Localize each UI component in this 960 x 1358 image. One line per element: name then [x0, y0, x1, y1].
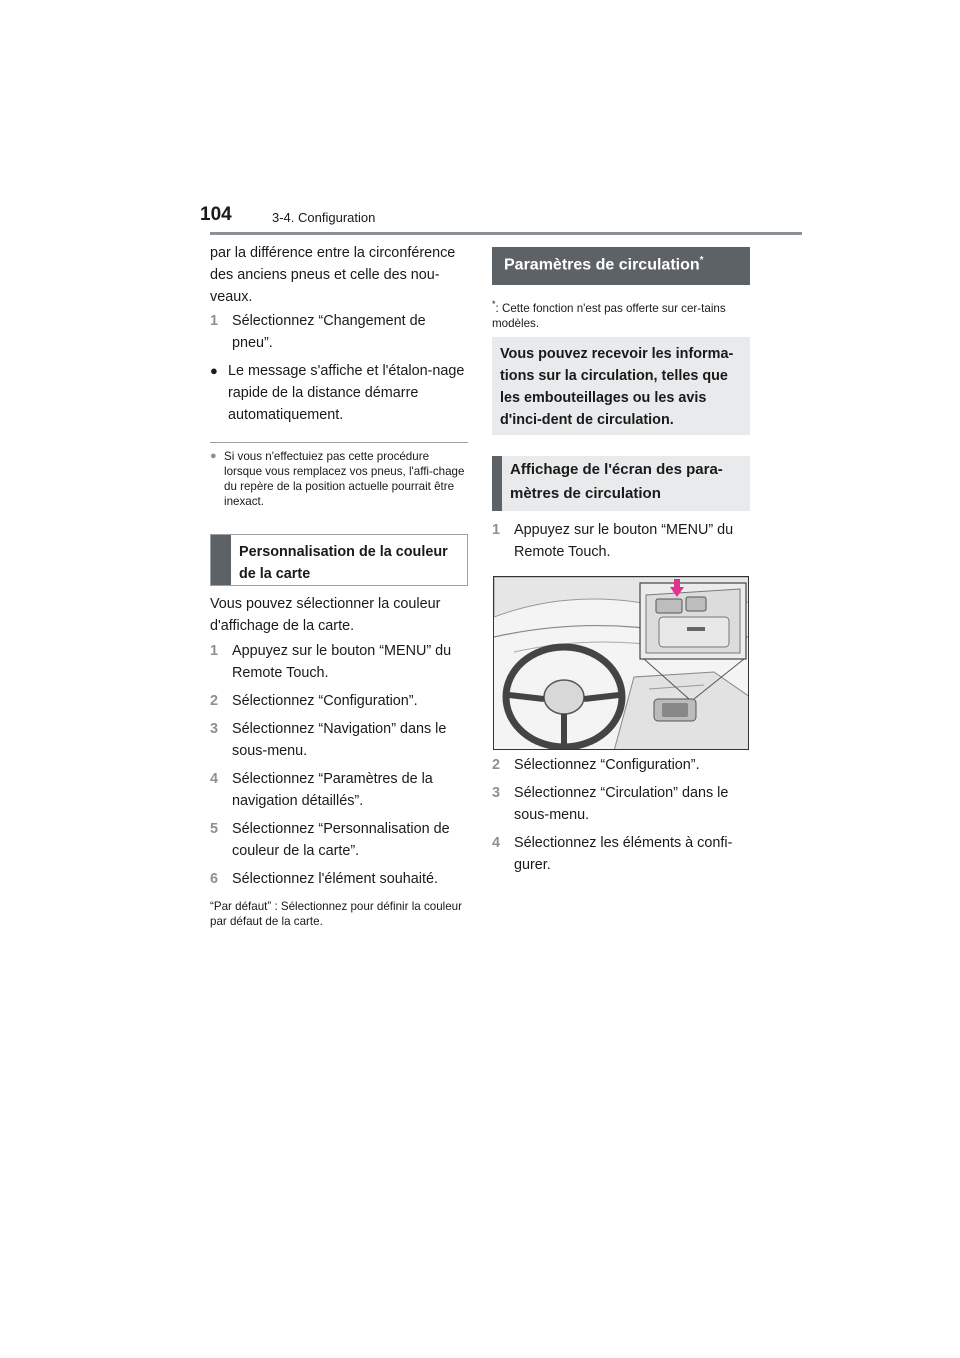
list-item: [210, 718, 468, 762]
heading-label: Personnalisation de la couleur de la carte: [239, 544, 448, 582]
note-block: [210, 449, 468, 509]
step-number: 3: [210, 721, 219, 737]
step-number: 5: [210, 821, 219, 837]
list-item: [492, 754, 750, 776]
list-item: [210, 768, 468, 812]
default-note: “Par défaut” : Sélectionnez pour définir la couleur par défaut de la carte.: [210, 900, 462, 928]
list-item: [210, 690, 468, 712]
step-text: Sélectionnez “Paramètres de la navigation détaillés”.: [232, 771, 433, 809]
car-interior-illustration: [493, 576, 749, 750]
step-text: Sélectionnez l'élément souhaité.: [232, 871, 438, 887]
step-number: 3: [492, 785, 501, 801]
step-text: Appuyez sur le bouton “MENU” du Remote Touch.: [514, 522, 734, 560]
step-number: 4: [492, 835, 501, 851]
couleur-step-list: [210, 640, 468, 896]
footnote: [492, 297, 750, 331]
section-heading-couleur: [210, 534, 468, 586]
step-number: 1: [210, 643, 219, 659]
step-text: Sélectionnez “Changement de pneu”.: [232, 313, 426, 351]
calibration-bullet: [210, 360, 468, 426]
list-item: [492, 782, 750, 826]
note-divider: [210, 442, 468, 443]
bullet-text: Le message s'affiche et l'étalon-nage rapide de la distance démarre automatiquement.: [228, 363, 465, 423]
step-text: Sélectionnez “Navigation” dans le sous-menu.: [232, 721, 447, 759]
circulation-step-list: [492, 754, 750, 882]
heading-bar: [492, 456, 502, 511]
step-text: Sélectionnez “Configuration”.: [232, 693, 418, 709]
step-text: Sélectionnez les éléments à confi-gurer.: [514, 835, 733, 873]
step-text: Appuyez sur le bouton “MENU” du Remote Touch.: [232, 643, 452, 681]
heading-label: Affichage de l'écran des para-mètres de circulation: [510, 461, 723, 502]
step-number: 4: [210, 771, 219, 787]
section-heading-affichage: [492, 456, 750, 511]
info-box: Vous pouvez recevoir les informa-tions sur la circulation, telles que les embouteillages ou les avis d'inci-dent de circulation.: [492, 337, 750, 435]
note-text: Si vous n'effectuiez pas cette procédure lorsque vous remplacez vos pneus, l'affi-chage du repère de la position actuelle pourrait être inexact.: [224, 450, 465, 508]
list-item: [210, 640, 468, 684]
banner-text: Paramètres de circulation: [504, 256, 700, 274]
bullet-icon: ●: [210, 363, 218, 378]
section-banner-circulation: [492, 247, 750, 285]
step-number: 2: [210, 693, 219, 709]
banner-asterisk: *: [699, 255, 704, 266]
step-number: 6: [210, 871, 219, 887]
step-text: Sélectionnez “Circulation” dans le sous-menu.: [514, 785, 729, 823]
banner-label: [504, 255, 704, 274]
footnote-text: : Cette fonction n'est pas offerte sur cer-tains modèles.: [492, 301, 726, 330]
step-text: Sélectionnez “Configuration”.: [514, 757, 700, 773]
page-number: 104: [200, 204, 232, 225]
header-rule: [210, 232, 802, 235]
intro-paragraph: par la différence entre la circonférence des anciens pneus et celle des nou-veaux.: [210, 245, 456, 305]
step-number: 1: [210, 313, 219, 329]
note-bullet-icon: ●: [210, 450, 217, 462]
step-number: 2: [492, 757, 501, 773]
list-item: [492, 832, 750, 876]
tire-step: [210, 310, 468, 354]
car-interior-remote-touch-illustration-icon: [494, 577, 749, 750]
section-label: 3-4. Configuration: [272, 210, 376, 225]
step-text: Sélectionnez “Personnalisation de couleur de la carte”.: [232, 821, 450, 859]
couleur-intro: Vous pouvez sélectionner la couleur d'affichage de la carte.: [210, 596, 441, 634]
circulation-step-1: [492, 519, 750, 563]
heading-bar: [211, 535, 231, 585]
step-number: 1: [492, 522, 501, 538]
list-item: [210, 868, 468, 890]
footnote-asterisk: *: [492, 299, 496, 309]
list-item: [210, 818, 468, 862]
